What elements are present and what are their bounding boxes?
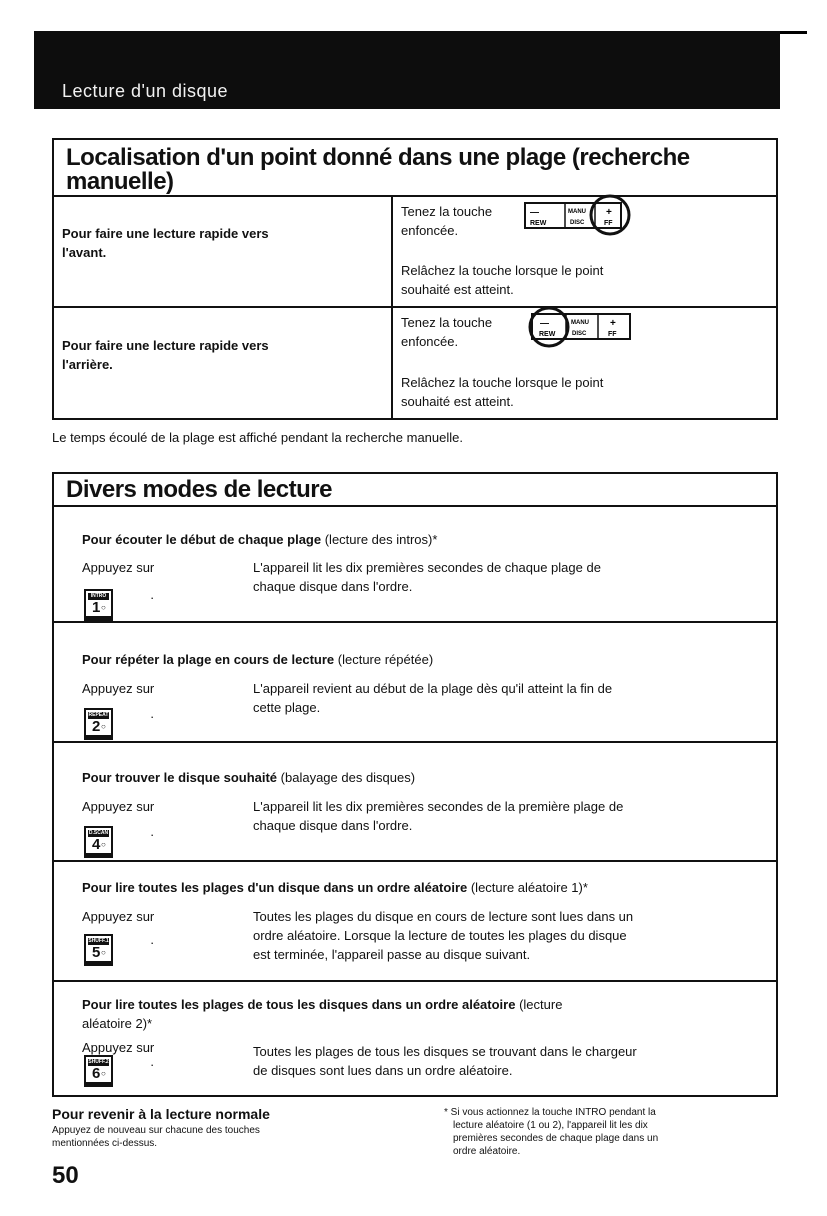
bullet: · [150, 935, 155, 950]
divider [52, 621, 778, 623]
divider [52, 741, 778, 743]
press-label: Appuyez sur [82, 560, 155, 575]
divider [52, 195, 778, 197]
repeat-heading: Pour répéter la plage en cours de lecture (lecture répétée) [82, 652, 434, 667]
repeat-key-icon: REPEAT 2 ○ [84, 708, 113, 737]
manual-search-title-1: Localisation d'un point donné dans une plage (recherche [66, 144, 690, 171]
intro-description: L'appareil lit les dix premières secondes de chaque plage de chaque disque dans l'ordre. [253, 560, 601, 594]
intro-heading: Pour écouter le début de chaque plage (lecture des intros)* [82, 532, 438, 547]
svg-text:MANU: MANU [568, 209, 586, 215]
rewind-label: Pour faire une lecture rapide vers l'arrière. [62, 338, 269, 372]
hold-instruction: Tenez la touche enfoncée. [401, 204, 493, 238]
release-instruction: Relâchez la touche lorsque le point souhaité est atteint. [401, 375, 604, 409]
svg-text:MANU: MANU [571, 320, 589, 326]
play-modes-title: Divers modes de lecture [66, 476, 332, 503]
page-title: Lecture d'un disque [62, 81, 229, 101]
bullet: · [150, 1057, 155, 1072]
svg-text:+: + [610, 318, 616, 329]
footnote: * Si vous actionnez la touche INTRO pendant la lecture aléatoire (1 ou 2), l'appareil lit les dix premières secondes de chaque plage dans un ordre aléatoire. [444, 1107, 659, 1157]
shuffle1-description: Toutes les plages du disque en cours de lecture sont lues dans un ordre aléatoire. Lorsque la lecture de toutes les plages du disque est terminée, l'appareil passe au disque suivant. [253, 909, 634, 962]
bullet: · [150, 709, 155, 724]
return-text: Appuyez de nouveau sur chacune des touches mentionnées ci-dessus. [52, 1125, 260, 1149]
press-label: Appuyez sur [82, 681, 155, 696]
shuffle2-heading: Pour lire toutes les plages de tous les disques dans un ordre aléatoire (lecture aléatoire 2)* [82, 997, 563, 1031]
svg-text:DISC: DISC [572, 331, 587, 337]
intro-key-icon: INTRO 1 ○ [84, 589, 113, 618]
svg-text:+: + [606, 207, 612, 218]
divider [52, 306, 778, 308]
press-label: Appuyez sur [82, 799, 155, 814]
release-instruction: Relâchez la touche lorsque le point souhaité est atteint. [401, 263, 604, 297]
manual-search-note: Le temps écoulé de la plage est affiché pendant la recherche manuelle. [52, 430, 463, 445]
svg-text:—: — [540, 318, 549, 328]
return-title: Pour revenir à la lecture normale [52, 1106, 270, 1122]
shuffle2-description: Toutes les plages de tous les disques se trouvant dans le chargeur de disques sont lues dans un ordre aléatoire. [253, 1044, 637, 1078]
dscan-key-icon: D.SCAN 4 ○ [84, 826, 113, 855]
bullet: · [150, 590, 155, 605]
page-number: 50 [52, 1162, 79, 1189]
svg-text:FF: FF [608, 331, 617, 338]
svg-text:REW: REW [530, 220, 547, 227]
shuffle2-key-icon: SHUFF.2 6 ○ [84, 1055, 113, 1084]
dscan-description: L'appareil lit les dix premières secondes de la première plage de chaque disque dans l'ordre. [253, 799, 624, 833]
svg-text:DISC: DISC [570, 220, 585, 226]
svg-text:—: — [530, 207, 539, 217]
shuffle1-key-icon: SHUFF.1 5 ○ [84, 934, 113, 963]
ff-button-icon [522, 194, 634, 240]
press-label: Appuyez sur [82, 1040, 155, 1055]
rew-button-icon [522, 305, 634, 351]
shuffle1-heading: Pour lire toutes les plages d'un disque dans un ordre aléatoire (lecture aléatoire 1)* [82, 880, 588, 895]
divider [52, 860, 778, 862]
manual-search-title-2: manuelle) [66, 168, 174, 195]
press-label: Appuyez sur [82, 909, 155, 924]
svg-text:REW: REW [539, 331, 556, 338]
divider [52, 980, 778, 982]
divider [52, 505, 778, 507]
divider [391, 195, 393, 420]
fast-forward-label: Pour faire une lecture rapide vers l'avant. [62, 226, 269, 260]
bullet: · [150, 827, 155, 842]
svg-text:FF: FF [604, 220, 613, 227]
repeat-description: L'appareil revient au début de la plage dès qu'il atteint la fin de cette plage. [253, 681, 613, 715]
dscan-heading: Pour trouver le disque souhaité (balayage des disques) [82, 770, 416, 785]
hold-instruction: Tenez la touche enfoncée. [401, 315, 493, 349]
